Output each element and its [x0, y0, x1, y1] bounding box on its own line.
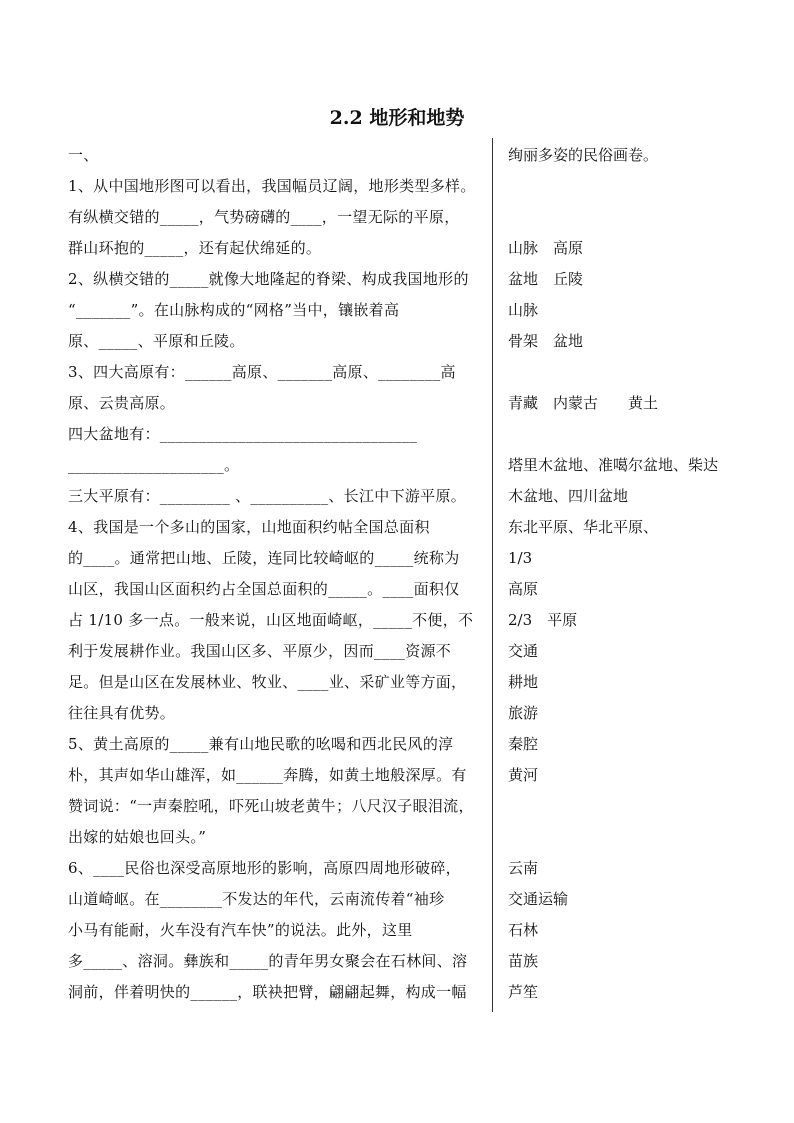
question-line: 足。但是山区在发展林业、牧业、____业、采矿业等方面， [68, 673, 467, 691]
answer-line: 耕地 [508, 673, 539, 691]
column-divider [492, 138, 493, 1012]
question-line: 赞词说：“一声秦腔吼，吓死山坡老黄牛；八尺汉子眼泪流， [68, 797, 474, 815]
question-line: 出嫁的姑娘也回头。” [68, 828, 207, 846]
answer-line: 山脉 高原 [508, 239, 584, 257]
answer-line: 东北平原、华北平原、 [508, 518, 659, 536]
answer-line: 塔里木盆地、准噶尔盆地、柴达 [508, 456, 719, 474]
question-line: 5、黄土高原的_____兼有山地民歌的吆喝和西北民风的淳 [68, 735, 454, 753]
question-line: 洞前，伴着明快的______，联袂把臂，翩翩起舞，构成一幅 [68, 983, 467, 1001]
answer-line [508, 822, 748, 853]
answer-line [508, 357, 748, 388]
question-line: 往往具有优势。 [68, 704, 176, 722]
question-line: 有纵横交错的_____，气势磅礴的____，一望无际的平原， [68, 208, 460, 226]
question-line: 山道崎岖。在________不发达的年代，云南流传着“袖珍 [68, 890, 445, 908]
question-line: 多_____、溶洞。彝族和_____的青年男女聚会在石林间、溶 [68, 952, 468, 970]
answer-line: 1/3 [508, 549, 533, 567]
answer-line: 石林 [508, 921, 539, 939]
answer-line: 秦腔 [508, 735, 539, 753]
question-line: 4、我国是一个多山的国家，山地面积约帖全国总面积 [68, 518, 430, 536]
question-line: 原、_____、平原和丘陵。 [68, 332, 245, 350]
question-line: ____________________。 [68, 456, 240, 474]
question-line: 山区，我国山区面积约占全国总面积的_____。____面积仅 [68, 580, 460, 598]
answer-line: 盆地 丘陵 [508, 270, 584, 288]
answer-line [508, 419, 748, 450]
question-line: “_______”。在山脉构成的“网格”当中，镶嵌着高 [68, 301, 400, 319]
answer-line [508, 202, 748, 233]
question-line: 朴，其声如华山雄浑，如______奔腾，如黄土地般深厚。有 [68, 766, 467, 784]
answer-line: 黄河 [508, 766, 539, 784]
answer-line: 苗族 [508, 952, 539, 970]
answer-line: 云南 [508, 859, 539, 877]
answer-line: 交通运输 [508, 890, 569, 908]
question-line: 群山环抱的_____，还有起伏绵延的。 [68, 239, 322, 257]
question-line: 占 1/10 多一点。一般来说，山区地面崎岖，_____不便，不 [68, 611, 474, 629]
question-line: 原、云贵高原。 [68, 394, 176, 412]
question-line: 的____。通常把山地、丘陵，连同比较崎岖的_____统称为 [68, 549, 460, 567]
question-line: 2、纵横交错的_____就像大地隆起的脊梁、构成我国地形的 [68, 270, 469, 288]
question-line: 一、 [68, 146, 99, 164]
answer-line: 青藏 内蒙古 黄土 [508, 394, 659, 412]
answer-line: 骨架 盆地 [508, 332, 584, 350]
question-line: 四大盆地有：_________________________________ [68, 425, 418, 443]
answer-line: 绚丽多姿的民俗画卷。 [508, 146, 659, 164]
answers-column [508, 140, 748, 1008]
answer-line: 高原 [508, 580, 539, 598]
question-line: 3、四大高原有：______高原、_______高原、________高 [68, 363, 456, 381]
answer-line: 木盆地、四川盆地 [508, 487, 629, 505]
questions-column [68, 140, 486, 1008]
question-line: 小马有能耐，火车没有汽车快”的说法。此外，这里 [68, 921, 413, 939]
answer-line: 旅游 [508, 704, 539, 722]
question-line: 6、____民俗也深受高原地形的影响，高原四周地形破碎， [68, 859, 461, 877]
answer-line: 山脉 [508, 301, 539, 319]
question-line: 1、从中国地形图可以看出，我国幅员辽阔，地形类型多样。 [68, 177, 476, 195]
question-line: 三大平原有：_________ 、__________、长江中下游平原。 [68, 487, 467, 505]
answer-line: 2/3 平原 [508, 611, 578, 629]
answer-line: 芦笙 [508, 983, 539, 1001]
question-line: 利于发展耕作业。我国山区多、平原少，因而____资源不 [68, 642, 452, 660]
answer-line: 交通 [508, 642, 539, 660]
answer-line [508, 791, 748, 822]
page-title: 2.2 地形和地势 [329, 107, 465, 129]
answer-line [508, 171, 748, 202]
